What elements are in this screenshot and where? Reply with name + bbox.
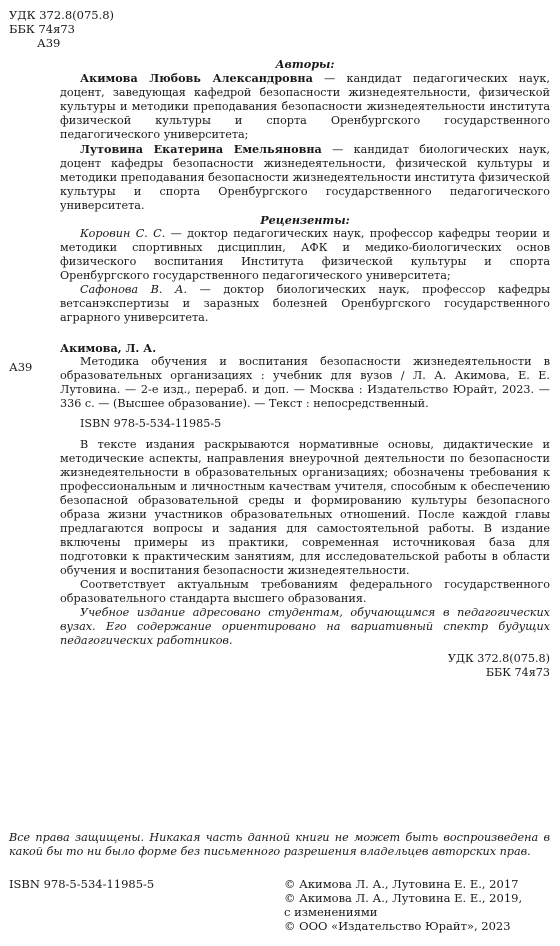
- author-1-name: Акимова Любовь Александровна: [80, 71, 313, 85]
- reviewer-1-name: Коровин С. С.: [80, 227, 166, 240]
- reviewer-2-name: Сафонова В. А.: [80, 283, 188, 296]
- copyright-2: © Акимова Л. А., Лутовина Е. Е., 2019,: [284, 891, 523, 905]
- author-1: [60, 71, 550, 142]
- copyright-1: © Акимова Л. А., Лутовина Е. Е., 2017: [284, 877, 519, 891]
- copyright-2-cont: с изменениями: [284, 905, 378, 919]
- reviewers-heading: Рецензенты:: [260, 213, 350, 227]
- classification-codes: [9, 8, 114, 50]
- abstract-p1: В тексте издания раскрываются нормативные основы, дидактические и методические аспекты, направления внеурочной деятельности по безопасности жизнедеятельности в образовательных организациях; обозначены требования к профессиональным и личностным качествам учителя, способным к обеспечению безопасной образовательной среды и формированию культуры безопасного образа жизни участников образовательных отношений. После каждой главы предлагаются вопросы и задания для самостоятельной работы. В издание включены примеры из практики, современная источниковая база для подготовки к практическим занятиям, для исследовательской работы в области обучения и воспитания безопасности жизнедеятельности.: [60, 438, 550, 577]
- abstract-p3: Учебное издание адресовано студентам, обучающимся в педагогических вузах. Его содержание ориентировано на вариативный спектр будущих педагогических работников.: [60, 606, 550, 647]
- copyright-3: © ООО «Издательство Юрайт», 2023: [284, 919, 511, 933]
- author-mark: А39: [37, 36, 61, 50]
- authors-section: [60, 57, 550, 325]
- rights-notice: Все права защищены. Никакая часть данной книги не может быть воспроизведена в какой бы то ни было форме без письменного разрешения владельцев авторских прав.: [9, 831, 550, 858]
- abstract: [60, 438, 550, 680]
- copyright-block: [284, 877, 550, 933]
- bottom-udk: УДК 372.8(075.8): [447, 652, 550, 665]
- authors-heading: Авторы:: [275, 57, 335, 71]
- record-author-head: Акимова, Л. А.: [60, 341, 157, 355]
- reviewer-2: [60, 283, 550, 325]
- record-isbn: ISBN 978-5-534-11985-5: [80, 417, 222, 430]
- catalog-record: [60, 341, 550, 431]
- author-2-text: — кандидат биологических наук, доцент кафедры безопасности жизнедеятельности, физической культуры и методики преподавания безопасности жизнедеятельности института физической культуры и спорта Оренбургского государственного педагогического университета.: [60, 143, 550, 212]
- author-1-text: — кандидат педагогических наук, доцент, заведующая кафедрой безопасности жизнедеятельности, физической культуры и методики преподавания безопасности жизнедеятельности института физической культуры и спорта Оренбургского государственного педагогического университета;: [60, 72, 550, 141]
- record-description: Методика обучения и воспитания безопасности жизнедеятельности в образовательных организациях : учебник для вузов / Л. А. Акимова, Е. Е. Лутовина. — 2-е изд., перераб. и доп. — Москва : Издательство Юрайт, 2023. — 336 с. — (Высшее образование). — Текст : непосредственный.: [60, 355, 550, 410]
- reviewer-1: [60, 227, 550, 283]
- author-2-name: Лутовина Екатерина Емельяновна: [80, 142, 322, 156]
- abstract-p2: Соответствует актуальным требованиям федерального государственного образовательного стандарта высшего образования.: [60, 578, 550, 605]
- reviewer-2-text: — доктор биологических наук, профессор кафедры ветсанэкспертизы и заразных болезней Оренбургского государственного аграрного университета.: [60, 283, 551, 324]
- udk-code: УДК 372.8(075.8): [9, 8, 115, 22]
- bottom-bbk: ББК 74я73: [485, 666, 550, 679]
- bbk-code: ББК 74я73: [9, 22, 75, 36]
- author-2: [60, 142, 550, 213]
- reviewer-1-text: — доктор педагогических наук, профессор кафедры теории и методики спортивных дисциплин, АФК и медико-биологических основ физического воспитания Института физической культуры и спорта Оренбургского государственного педагогического университета;: [60, 227, 550, 282]
- record-margin-mark: А39: [9, 360, 33, 374]
- footer-isbn: ISBN 978-5-534-11985-5: [9, 877, 155, 891]
